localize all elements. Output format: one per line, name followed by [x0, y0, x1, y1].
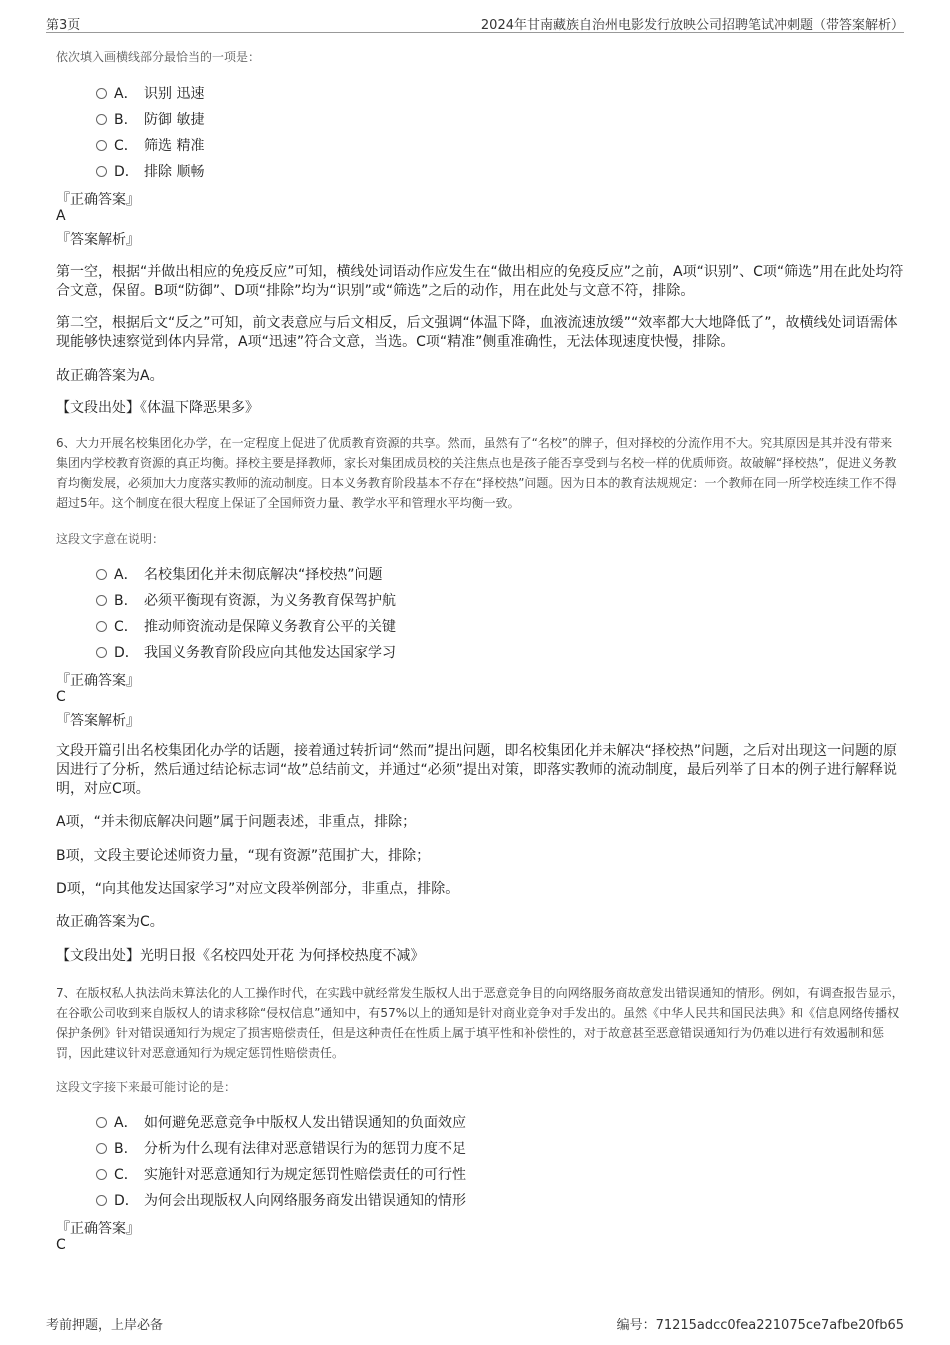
radio-icon[interactable]	[96, 647, 107, 658]
q5-option-d[interactable]: D． 排除 顺畅	[96, 161, 204, 185]
q7-answer-label: 『正确答案』	[56, 1221, 140, 1237]
q6-analysis-p1: 文段开篇引出名校集团化办学的话题，接着通过转折词“然而”提出问题，即名校集团化并未解决“择校热”问题，之后对出现这一问题的原因进行了分析，然后通过结论标志词“故”总结前文，并通过“必须”提出对策，即落实教师的流动制度，最后列举了日本的例子进行解释说明，对应C项。	[56, 743, 898, 797]
radio-icon[interactable]	[96, 1143, 107, 1154]
q5-answer: A	[56, 208, 66, 224]
q6-ask: 这段文字意在说明：	[56, 532, 165, 546]
q6-analysis-p2: A项，“并未彻底解决问题”属于问题表述，非重点，排除；	[56, 814, 417, 830]
q6-option-a[interactable]: A． 名校集团化并未彻底解决“择校热”问题	[96, 564, 383, 588]
q6-option-c[interactable]: C． 推动师资流动是保障义务教育公平的关键	[96, 616, 396, 640]
radio-icon[interactable]	[96, 114, 107, 125]
q6-source: 【文段出处】光明日报《名校四处开花 为何择校热度不减》	[56, 948, 425, 964]
radio-icon[interactable]	[96, 1117, 107, 1128]
q5-option-b[interactable]: B. 防御 敏捷	[96, 109, 204, 133]
document-id: 编号：71215adcc0fea221075ce7afbe20fb65	[616, 1318, 904, 1333]
radio-icon[interactable]	[96, 569, 107, 580]
footer-slogan: 考前押题，上岸必备	[46, 1318, 164, 1333]
q6-option-d[interactable]: D． 我国义务教育阶段应向其他发达国家学习	[96, 642, 396, 666]
q5-analysis-label: 『答案解析』	[56, 232, 140, 248]
q5-ask: 依次填入画横线部分最恰当的一项是：	[56, 50, 261, 64]
q6-analysis-p5: 故正确答案为C。	[56, 914, 164, 930]
radio-icon[interactable]	[96, 1195, 107, 1206]
radio-icon[interactable]	[96, 140, 107, 151]
radio-icon[interactable]	[96, 621, 107, 632]
q6-analysis-label: 『答案解析』	[56, 713, 140, 729]
q6-answer: C	[56, 689, 66, 705]
q5-analysis-p3: 故正确答案为A。	[56, 368, 164, 384]
q5-source: 【文段出处】《体温下降恶果多》	[56, 400, 259, 416]
q7-option-b[interactable]: B. 分析为什么现有法律对恶意错误行为的惩罚力度不足	[96, 1138, 466, 1162]
q7-stem: 7、在版权私人执法尚未算法化的人工操作时代，在实践中就经常发生版权人出于恶意竞争目的向网络服务商故意发出错误通知的情形。例如，有调查报告显示，在谷歌公司收到来自版权人的请求移除“侵权信息”通知中，有57%以上的通知是针对商业竞争对手发出的。虽然《中华人民共和国民法典》和《信息网络传播权保护条例》针对错误通知行为规定了损害赔偿责任，但是这种责任在性质上属于填平性和补偿性的，对于故意甚至恶意错误通知行为仍难以进行有效遏制和惩罚，因此建议针对恶意通知行为规定惩罚性赔偿责任。	[56, 986, 904, 1060]
q6-answer-label: 『正确答案』	[56, 673, 140, 689]
document-title: 2024年甘南藏族自治州电影发行放映公司招聘笔试冲刺题（带答案解析）	[480, 18, 904, 33]
q6-analysis-p3: B项，文段主要论述师资力量，“现有资源”范围扩大，排除；	[56, 848, 431, 864]
page-number: 第3页	[46, 18, 81, 33]
radio-icon[interactable]	[96, 1169, 107, 1180]
q6-option-b[interactable]: B. 必须平衡现有资源，为义务教育保驾护航	[96, 590, 396, 614]
q5-option-a[interactable]: A． 识别 迅速	[96, 83, 204, 107]
radio-icon[interactable]	[96, 88, 107, 99]
q5-analysis-p1: 第一空，根据“并做出相应的免疫反应”可知，横线处词语动作应发生在“做出相应的免疫反应”之前，A项“识别”、C项“筛选”用在此处均符合文意，保留。B项“防御”、D项“排除”均为“识别”或“筛选”之后的动作，用在此处与文意不符，排除。	[56, 264, 904, 299]
page-footer	[46, 1314, 904, 1333]
q5-option-c[interactable]: C． 筛选 精准	[96, 135, 204, 159]
radio-icon[interactable]	[96, 166, 107, 177]
radio-icon[interactable]	[96, 595, 107, 606]
q7-option-a[interactable]: A． 如何避免恶意竞争中版权人发出错误通知的负面效应	[96, 1112, 466, 1136]
q7-ask: 这段文字接下来最可能讨论的是：	[56, 1080, 237, 1094]
page-header	[46, 10, 904, 33]
q5-analysis-p2: 第二空，根据后文“反之”可知，前文表意应与后文相反，后文强调“体温下降，血液流速放缓”“效率都大大地降低了”，故横线处词语需体现能够快速察觉到体内异常，A项“迅速”符合文意，当选。C项“精准”侧重准确性，无法体现速度快慢，排除。	[56, 315, 898, 350]
q7-option-c[interactable]: C． 实施针对恶意通知行为规定惩罚性赔偿责任的可行性	[96, 1164, 466, 1188]
q6-analysis-p4: D项，“向其他发达国家学习”对应文段举例部分，非重点，排除。	[56, 881, 460, 897]
q7-answer: C	[56, 1237, 66, 1253]
q7-option-d[interactable]: D． 为何会出现版权人向网络服务商发出错误通知的情形	[96, 1190, 466, 1214]
q5-answer-label: 『正确答案』	[56, 192, 140, 208]
q6-stem: 6、大力开展名校集团化办学，在一定程度上促进了优质教育资源的共享。然而，虽然有了“名校”的牌子，但对择校的分流作用不大。究其原因是其并没有带来集团内学校教育资源的真正均衡。择校主要是择教师，家长对集团成员校的关注焦点也是孩子能否享受到与名校一样的优质师资。故破解“择校热”，促进义务教育均衡发展，必须加大力度落实教师的流动制度。日本义务教育阶段基本不存在“择校热”问题。因为日本的教育法规规定：一个教师在同一所学校连续工作不得超过5年。这个制度在很大程度上保证了全国师资力量、教学水平和管理水平均衡一致。	[56, 436, 897, 510]
